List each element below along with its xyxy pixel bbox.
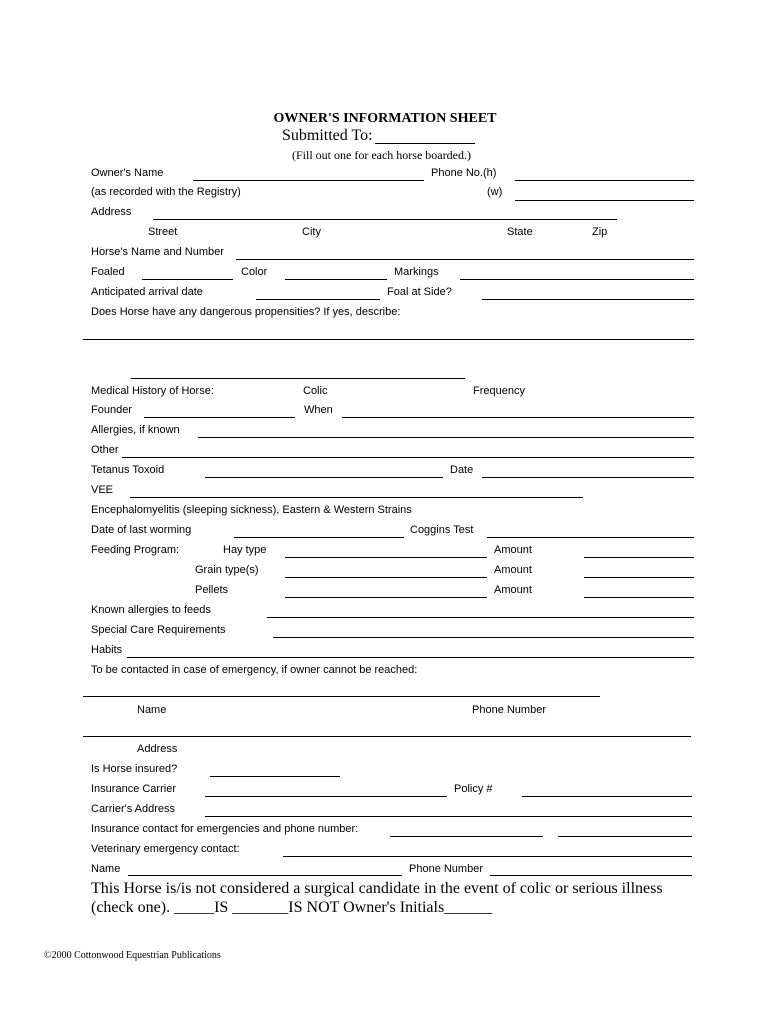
hay-type-field[interactable] — [285, 557, 487, 558]
emergency-contact-field[interactable] — [83, 696, 600, 697]
instruction-text: (Fill out one for each horse boarded.) — [292, 148, 471, 162]
vet-name-field[interactable] — [128, 875, 402, 876]
vet-name-label: Name — [91, 863, 121, 875]
city-label: City — [302, 226, 321, 238]
address-label: Address — [91, 206, 132, 218]
address-field[interactable] — [153, 219, 617, 220]
as-recorded-label: (as recorded with the Registry) — [91, 186, 241, 198]
tetanus-label: Tetanus Toxoid — [91, 464, 165, 476]
vet-phone-field[interactable] — [490, 875, 692, 876]
pellets-amount-field[interactable] — [584, 597, 694, 598]
foaled-label: Foaled — [91, 266, 125, 278]
carriers-address-label: Carrier's Address — [91, 803, 176, 815]
other-label: Other — [91, 444, 119, 456]
markings-field[interactable] — [460, 279, 694, 280]
policy-field[interactable] — [522, 796, 692, 797]
owners-name-field[interactable] — [193, 180, 424, 181]
insurance-carrier-label: Insurance Carrier — [91, 783, 176, 795]
grain-amount-field[interactable] — [584, 577, 694, 578]
arrival-label: Anticipated arrival date — [91, 286, 203, 298]
markings-label: Markings — [394, 266, 439, 278]
emergency-phone-label: Phone Number — [472, 704, 546, 716]
zip-label: Zip — [592, 226, 608, 238]
policy-label: Policy # — [454, 783, 493, 795]
medical-history-label: Medical History of Horse: — [91, 385, 214, 397]
hay-amount-field[interactable] — [584, 557, 694, 558]
insurance-contact-field[interactable] — [390, 836, 543, 837]
emergency-name-label: Name — [137, 704, 167, 716]
submitted-to-field[interactable] — [375, 143, 475, 144]
encephalomyelitis-label: Encephalomyelitis (sleeping sickness), Eastern & Western Strains — [91, 504, 412, 516]
hay-type-label: Hay type — [223, 544, 267, 556]
grain-types-label: Grain type(s) — [195, 564, 259, 576]
owners-name-label: Owner's Name — [91, 167, 164, 179]
vet-contact-label: Veterinary emergency contact: — [91, 843, 240, 855]
horse-name-field[interactable] — [236, 259, 694, 260]
pellets-field[interactable] — [285, 597, 487, 598]
phone-h-field[interactable] — [515, 180, 694, 181]
phone-h-label: Phone No.(h) — [431, 167, 497, 179]
emergency-contact-label: To be contacted in case of emergency, if owner cannot be reached: — [91, 664, 418, 676]
last-worming-label: Date of last worming — [91, 524, 192, 536]
insurance-carrier-field[interactable] — [205, 796, 447, 797]
feed-allergies-field[interactable] — [267, 617, 694, 618]
grain-types-field[interactable] — [285, 577, 487, 578]
foaled-field[interactable] — [142, 279, 233, 280]
insurance-contact-label: Insurance contact for emergencies and phone number: — [91, 823, 359, 835]
allergies-label: Allergies, if known — [91, 424, 180, 436]
insured-label: Is Horse insured? — [91, 763, 178, 775]
foal-at-side-label: Foal at Side? — [387, 286, 452, 298]
vet-phone-label: Phone Number — [409, 863, 483, 875]
vet-contact-field[interactable] — [283, 856, 692, 857]
phone-w-field[interactable] — [515, 200, 694, 201]
feeding-program-label: Feeding Program: — [91, 544, 180, 556]
color-field[interactable] — [285, 279, 387, 280]
pellets-label: Pellets — [195, 584, 229, 596]
other-field[interactable] — [122, 457, 694, 458]
coggins-label: Coggins Test — [410, 524, 474, 536]
color-label: Color — [241, 266, 268, 278]
when-label: When — [304, 404, 333, 416]
carriers-address-field[interactable] — [205, 816, 692, 817]
habits-label: Habits — [91, 644, 123, 656]
frequency-label: Frequency — [473, 385, 525, 397]
emergency-address-field[interactable] — [83, 736, 691, 737]
horse-name-label: Horse's Name and Number — [91, 246, 224, 258]
page-title: OWNER'S INFORMATION SHEET — [273, 111, 497, 126]
founder-label: Founder — [91, 404, 132, 416]
arrival-field[interactable] — [256, 299, 380, 300]
feed-allergies-label: Known allergies to feeds — [91, 604, 211, 616]
coggins-field[interactable] — [487, 537, 694, 538]
phone-w-label: (w) — [487, 186, 503, 198]
tetanus-field[interactable] — [205, 477, 443, 478]
dangerous-field-1[interactable] — [83, 339, 694, 340]
special-care-field[interactable] — [273, 637, 694, 638]
copyright-footer: ©2000 Cottonwood Equestrian Publications — [44, 950, 221, 961]
dangerous-field-2[interactable] — [131, 378, 465, 379]
insurance-phone-field[interactable] — [558, 836, 692, 837]
hay-amount-label: Amount — [494, 544, 532, 556]
vee-field[interactable] — [130, 497, 583, 498]
state-label: State — [507, 226, 533, 238]
surgical-candidate-statement: This Horse is/is not considered a surgical candidate in the event of colic or serious illness (check one). _____IS _______IS NOT Owner's Initials______ — [91, 880, 663, 916]
when-field[interactable] — [342, 417, 694, 418]
street-label: Street — [148, 226, 178, 238]
colic-label: Colic — [303, 385, 328, 397]
grain-amount-label: Amount — [494, 564, 532, 576]
tetanus-date-label: Date — [450, 464, 474, 476]
dangerous-label: Does Horse have any dangerous propensities? If yes, describe: — [91, 306, 401, 318]
pellets-amount-label: Amount — [494, 584, 532, 596]
allergies-field[interactable] — [198, 437, 694, 438]
insured-field[interactable] — [210, 776, 340, 777]
habits-field[interactable] — [127, 657, 694, 658]
foal-at-side-field[interactable] — [482, 299, 694, 300]
special-care-label: Special Care Requirements — [91, 624, 226, 636]
emergency-address-label: Address — [137, 743, 178, 755]
submitted-to-label: Submitted To: — [282, 127, 373, 144]
tetanus-date-field[interactable] — [482, 477, 694, 478]
last-worming-field[interactable] — [234, 537, 404, 538]
founder-field[interactable] — [144, 417, 295, 418]
vee-label: VEE — [91, 484, 114, 496]
